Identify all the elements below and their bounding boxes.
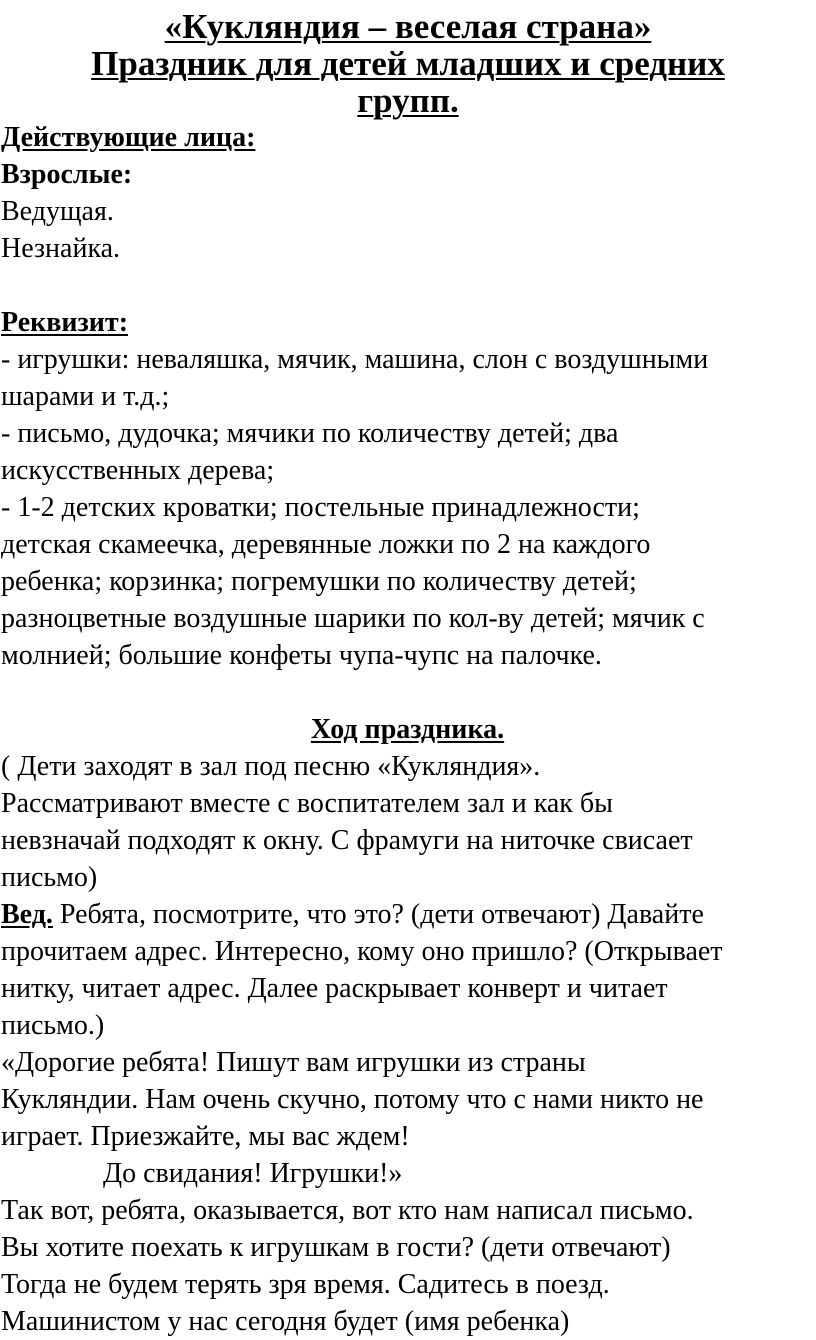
spacer (1, 674, 814, 711)
props-line: шарами и т.д.; (1, 381, 170, 412)
characters-heading: Действующие лица: (1, 122, 256, 153)
speech-line: письмо.) (1, 1010, 105, 1041)
props-line: - 1-2 детских кроватки; постельные принадлежности; (1, 492, 640, 523)
stage-direction-line: письмо) (1, 862, 98, 893)
letter-line: «Дорогие ребята! Пишут вам игрушки из страны (1, 1047, 586, 1078)
props-line: молнией; большие конфеты чупа-чупс на палочке. (1, 640, 602, 671)
letter-line: играет. Приезжайте, мы вас ждем! (1, 1121, 410, 1152)
speech-text: Ребята, посмотрите, что это? (дети отвечают) Давайте (52, 899, 704, 930)
title-line: Праздник для детей младших и средних (91, 44, 725, 83)
props-heading: Реквизит: (1, 307, 129, 338)
spacer (1, 267, 814, 304)
speech-line: прочитаем адрес. Интересно, кому оно пришло? (Открывает (1, 936, 723, 967)
speech-first-line (1, 896, 814, 933)
props-line: искусственных дерева; (1, 455, 275, 486)
props-line: - игрушки: неваляшка, мячик, машина, слон с воздушными (1, 344, 709, 375)
speech-line: Тогда не будем терять зря время. Садитесь в поезд. (1, 1269, 610, 1300)
letter-signoff: До свидания! Игрушки!» (103, 1158, 403, 1189)
speech-line: Так вот, ребята, оказывается, вот кто нам написал письмо. (1, 1195, 694, 1226)
stage-direction-line: Рассматривают вместе с воспитателем зал и как бы (1, 788, 613, 819)
props-line: разноцветные воздушные шарики по кол-ву детей; мячик с (1, 603, 705, 634)
document-body (0, 119, 816, 1340)
speech-line: Вы хотите поехать к игрушкам в гости? (дети отвечают) (1, 1232, 671, 1263)
title-line: групп. (357, 81, 459, 120)
document-title (0, 0, 816, 119)
props-line: детская скамеечка, деревянные ложки по 2 на каждого (1, 529, 651, 560)
title-line: «Кукляндия – веселая страна» (164, 7, 652, 46)
course-heading: Ход праздника. (310, 714, 505, 745)
props-line: ребенка; корзинка; погремушки по количеству детей; (1, 566, 637, 597)
speaker-label: Вед. (1, 899, 53, 930)
stage-direction-line: невзначай подходят к окну. С фрамуги на ниточке свисает (1, 825, 693, 856)
letter-line: Кукляндии. Нам очень скучно, потому что с нами никто не (1, 1084, 704, 1115)
character-item: Незнайка. (1, 233, 121, 264)
adults-label: Взрослые: (1, 159, 133, 190)
speech-line: нитку, читает адрес. Далее раскрывает конверт и читает (1, 973, 668, 1004)
props-line: - письмо, дудочка; мячики по количеству детей; два (1, 418, 619, 449)
character-item: Ведущая. (1, 196, 114, 227)
stage-direction-line: ( Дети заходят в зал под песню «Кукляндия». (1, 751, 541, 782)
speech-line: Машинистом у нас сегодня будет (имя ребенка) (1, 1306, 570, 1337)
